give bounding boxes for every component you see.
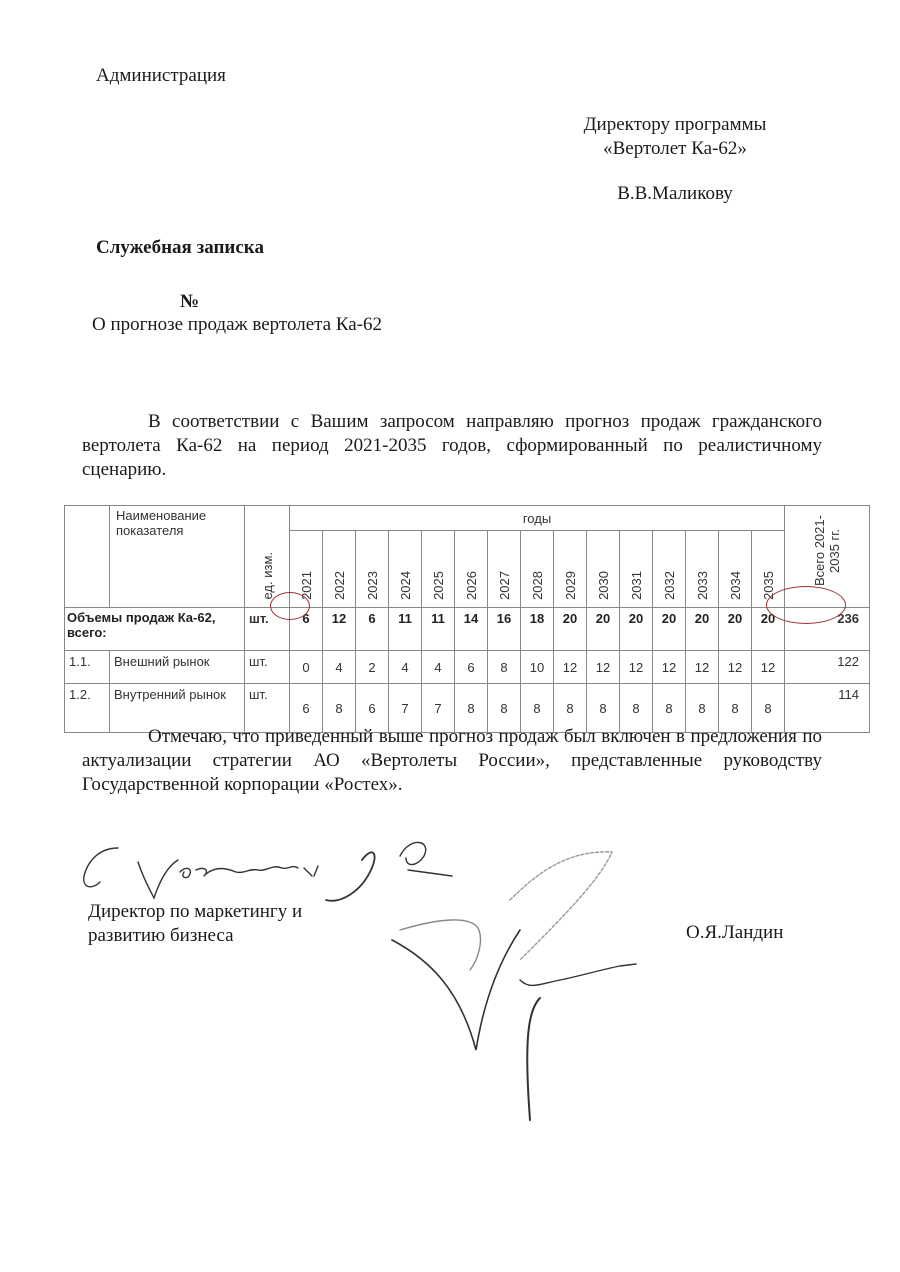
year-header: 2023 <box>356 531 389 608</box>
value-cell: 6 <box>290 684 323 733</box>
year-header: 2035 <box>752 531 785 608</box>
value-cell: 12 <box>653 651 686 684</box>
value-cell: 11 <box>389 608 422 651</box>
value-cell: 20 <box>554 608 587 651</box>
value-cell: 8 <box>587 684 620 733</box>
value-cell: 14 <box>455 608 488 651</box>
body-paragraph-2-text: Отмечаю, что приведенный выше прогноз продаж был включен в предложения по актуализации стратегии АО «Вертолеты России», представленные руководству Государственной корпорации «Ростех». <box>82 726 822 795</box>
table-row-total-sales <box>65 608 870 651</box>
value-cell: 20 <box>686 608 719 651</box>
value-cell: 10 <box>521 651 554 684</box>
table-row-external-market <box>65 651 870 684</box>
value-cell: 4 <box>323 651 356 684</box>
year-header: 2025 <box>422 531 455 608</box>
signer-position <box>88 900 302 948</box>
row-number: 1.1. <box>65 651 110 684</box>
value-cell: 7 <box>422 684 455 733</box>
value-cell: 6 <box>290 608 323 651</box>
header-total-cell <box>785 506 870 608</box>
year-header: 2029 <box>554 531 587 608</box>
header-name-cell: Наименование показателя <box>110 506 245 608</box>
year-header: 2024 <box>389 531 422 608</box>
year-header: 2031 <box>620 531 653 608</box>
row-label: Внешний рынок <box>110 651 245 684</box>
value-cell: 16 <box>488 608 521 651</box>
value-cell: 8 <box>653 684 686 733</box>
value-cell: 8 <box>455 684 488 733</box>
value-cell: 8 <box>488 651 521 684</box>
value-cell: 8 <box>620 684 653 733</box>
value-cell: 4 <box>422 651 455 684</box>
header-years-group: годы <box>290 506 785 531</box>
value-cell: 12 <box>554 651 587 684</box>
value-cell: 0 <box>290 651 323 684</box>
value-cell: 8 <box>686 684 719 733</box>
value-cell: 12 <box>686 651 719 684</box>
value-cell: 20 <box>587 608 620 651</box>
value-cell: 12 <box>323 608 356 651</box>
table-header-row <box>65 506 870 531</box>
addressee-block <box>560 113 790 206</box>
year-header: 2030 <box>587 531 620 608</box>
addressee-position: Директору программы <box>583 114 767 135</box>
document-type: Служебная записка <box>96 237 264 258</box>
header-unit-label: ед. изм. <box>259 552 275 600</box>
value-cell: 12 <box>719 651 752 684</box>
row-number: 1.2. <box>65 684 110 733</box>
signer-name: О.Я.Ландин <box>686 922 784 943</box>
value-cell: 7 <box>389 684 422 733</box>
sales-forecast-table <box>64 505 870 733</box>
value-cell: 8 <box>323 684 356 733</box>
year-header: 2028 <box>521 531 554 608</box>
value-cell: 8 <box>719 684 752 733</box>
body-paragraph-1-text: В соответствии с Вашим запросом направляю прогноз продаж гражданского вертолета Ка-62 на период 2021-2035 годов, сформированный по реалистичному сценарию. <box>82 411 822 480</box>
value-cell: 8 <box>488 684 521 733</box>
year-header: 2027 <box>488 531 521 608</box>
value-cell: 20 <box>752 608 785 651</box>
value-cell: 4 <box>389 651 422 684</box>
signer-position-line-2: развитию бизнеса <box>88 925 234 946</box>
year-header: 2022 <box>323 531 356 608</box>
year-header: 2021 <box>290 531 323 608</box>
value-cell: 6 <box>356 608 389 651</box>
sender-department: Администрация <box>96 65 226 86</box>
value-cell: 8 <box>521 684 554 733</box>
document-subject: О прогнозе продаж вертолета Ка-62 <box>92 314 383 335</box>
total-cell: 114 <box>785 684 870 733</box>
row-unit: шт. <box>245 651 290 684</box>
handwritten-closing-icon <box>84 842 636 1120</box>
value-cell: 12 <box>752 651 785 684</box>
signer-position-line-1: Директор по маркетингу и <box>88 901 303 922</box>
value-cell: 2 <box>356 651 389 684</box>
row-unit: шт. <box>245 684 290 733</box>
header-num-cell <box>65 506 110 608</box>
year-header: 2033 <box>686 531 719 608</box>
value-cell: 11 <box>422 608 455 651</box>
value-cell: 20 <box>719 608 752 651</box>
value-cell: 20 <box>653 608 686 651</box>
value-cell: 8 <box>752 684 785 733</box>
value-cell: 6 <box>455 651 488 684</box>
header-total-label: Всего 2021-2035 гг. <box>812 515 842 586</box>
value-cell: 12 <box>587 651 620 684</box>
row-label: Объемы продаж Ка-62, всего: <box>65 608 245 651</box>
value-cell: 20 <box>620 608 653 651</box>
value-cell: 12 <box>620 651 653 684</box>
total-cell: 122 <box>785 651 870 684</box>
value-cell: 8 <box>554 684 587 733</box>
addressee-program: «Вертолет Ка-62» <box>603 138 747 159</box>
value-cell: 6 <box>356 684 389 733</box>
row-unit: шт. <box>245 608 290 651</box>
body-paragraph-1 <box>82 410 822 482</box>
body-paragraph-2 <box>82 725 822 797</box>
year-header: 2032 <box>653 531 686 608</box>
value-cell: 18 <box>521 608 554 651</box>
total-cell: 236 <box>785 608 870 651</box>
document-number-label: № <box>180 291 200 312</box>
header-unit-cell <box>245 506 290 608</box>
year-header: 2034 <box>719 531 752 608</box>
year-header: 2026 <box>455 531 488 608</box>
addressee-name: В.В.Маликову <box>617 183 733 204</box>
row-label: Внутренний рынок <box>110 684 245 733</box>
